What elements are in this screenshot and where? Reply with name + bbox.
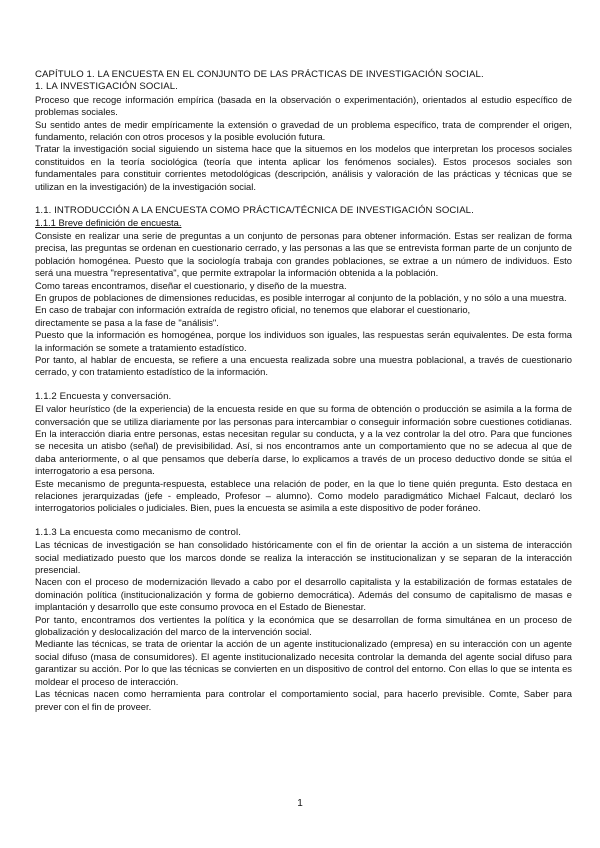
paragraph: En grupos de poblaciones de dimensiones reducidas, es posible interrogar al conjunto de la población, y no sólo a una muestra. [35, 291, 567, 303]
subsection-heading: 1.1.3 La encuesta como mecanismo de control. [35, 526, 241, 538]
paragraph: Nacen con el proceso de modernización llevado a cabo por el desarrollo capitalista y la estabilización de formas estatales de dominación política (institucionalización y forma de gobierno democrática). Además del consumo de capitalismo de masas e implantación y desarrollo que este consumo provoca en el Estado de Bienestar. [35, 576, 572, 613]
chapter-title: CAPÍTULO 1. LA ENCUESTA EN EL CONJUNTO DE LAS PRÁCTICAS DE INVESTIGACIÓN SOCIAL. [35, 69, 484, 80]
paragraph: Proceso que recoge información empírica (basada en la observación o experimentación), orientados al estudio específico de problemas sociales. [35, 93, 572, 118]
paragraph: directamente se pasa a la fase de "análisis". [35, 316, 219, 328]
page-number: 1 [297, 798, 303, 809]
section-heading: 1.1. INTRODUCCIÓN A LA ENCUESTA COMO PRÁCTICA/TÉCNICA DE INVESTIGACIÓN SOCIAL. [35, 205, 474, 217]
paragraph: Este mecanismo de pregunta-respuesta, establece una relación de poder, en la que lo tiene quién pregunta. Esto destaca en relaciones jerarquizadas (jefe - empleado, Profesor – alumno). Como modelo paradigmático Michael Falcaut, declaró los interrogatorios policiales o judiciales. Bien, pues la encuesta se asimila a este dispositivo de poder foráneo. [35, 477, 572, 514]
subsection-heading: 1.1.1 Breve definición de encuesta. [35, 217, 182, 229]
paragraph: Su sentido antes de medir empíricamente la extensión o gravedad de un problema específico, trata de comprender el origen, fundamento, relación con otros procesos y la posible evolución futura. [35, 118, 572, 143]
paragraph: Consiste en realizar una serie de preguntas a un conjunto de personas para obtener información. Estas ser realizan de forma precisa, las preguntas se ordenan en cuestionario cerrado, y las personas a las que se entrevista forman parte de un conjunto de población homogénea. Puesto que la sociología trabaja con grandes poblaciones, se extrae a un número de individuos. Esto será una muestra "representativa", que permite extrapolar la información obtenida a la población. [35, 229, 572, 279]
paragraph: En caso de trabajar con información extraída de registro oficial, no tenemos que elaborar el cuestionario, [35, 304, 471, 316]
subsection-heading: 1.1.2 Encuesta y conversación. [35, 390, 172, 402]
paragraph: El valor heurístico (de la experiencia) de la encuesta reside en que su forma de obtención o producción se asimila a la forma de conversación que se utiliza diariamente por las personas para intercambiar o conseguir información sobre cuestiones cotidianas. En la interacción diaria entre personas, estas necesitan regular su conducta, y a la vez controlar la del otro. Para que funciones se necesita un atisbo (señal) de previsibilidad. Así, si nos encontramos ante un comportamiento que no se adecua al que de daba anteriormente, o al que pensamos que debería darse, lo explicamos a través de un proceso deductivo donde se sitúa el interrogatorio a esa persona. [35, 403, 572, 477]
paragraph: Por tanto, al hablar de encuesta, se refiere a una encuesta realizada sobre una muestra poblacional, a través de cuestionario cerrado, y con tratamiento estadístico de la información. [35, 353, 572, 378]
paragraph: Puesto que la información es homogénea, porque los individuos son iguales, las respuestas serán equivalentes. De esta forma la información se somete a tratamiento estadístico. [35, 329, 572, 353]
document-page [35, 69, 572, 713]
paragraph: Mediante las técnicas, se trata de orientar la acción de un agente institucionalizado (empresa) en su interacción con un agente social difuso (masa de consumidores). El agente institucionalizado necesita controlar la demanda del agente social difuso para garantizar su acción. Por lo que las técnicas se convierten en un dispositivo de control del entorno. Con ellas lo que se intenta es moldear el proceso de interacción. [35, 638, 572, 687]
paragraph: Tratar la investigación social siguiendo un sistema hace que la situemos en los modelos que interpretan los procesos sociales constituidos en la teoría sociológica (teoría que intenta aplicar los fenómenos sociales). Estos procesos sociales son fundamentales para constituir corrientes metodológicas (descripción, análisis y valoración de las prácticas y técnicas que se utilizan en la investigación) de la investigación social. [35, 143, 572, 192]
paragraph: Como tareas encontramos, diseñar el cuestionario, y diseño de la muestra. [35, 279, 347, 291]
paragraph: Las técnicas de investigación se han consolidado históricamente con el fin de orientar la acción a un sistema de interacción social mediatizado puesto que los marcos donde se realiza la interacción se institucionalizan y se separan de la interacción presencial. [35, 539, 572, 576]
paragraph: Por tanto, encontramos dos vertientes la política y la económica que se desarrollan de forma simultánea en un proceso de globalización y deslocalización del marco de la intervención social. [35, 613, 572, 638]
paragraph: Las técnicas nacen como herramienta para controlar el comportamiento social, para hacerlo previsible. Comte, Saber para prever con el fin de proveer. [35, 688, 572, 712]
section-heading: 1. LA INVESTIGACIÓN SOCIAL. [35, 81, 178, 93]
